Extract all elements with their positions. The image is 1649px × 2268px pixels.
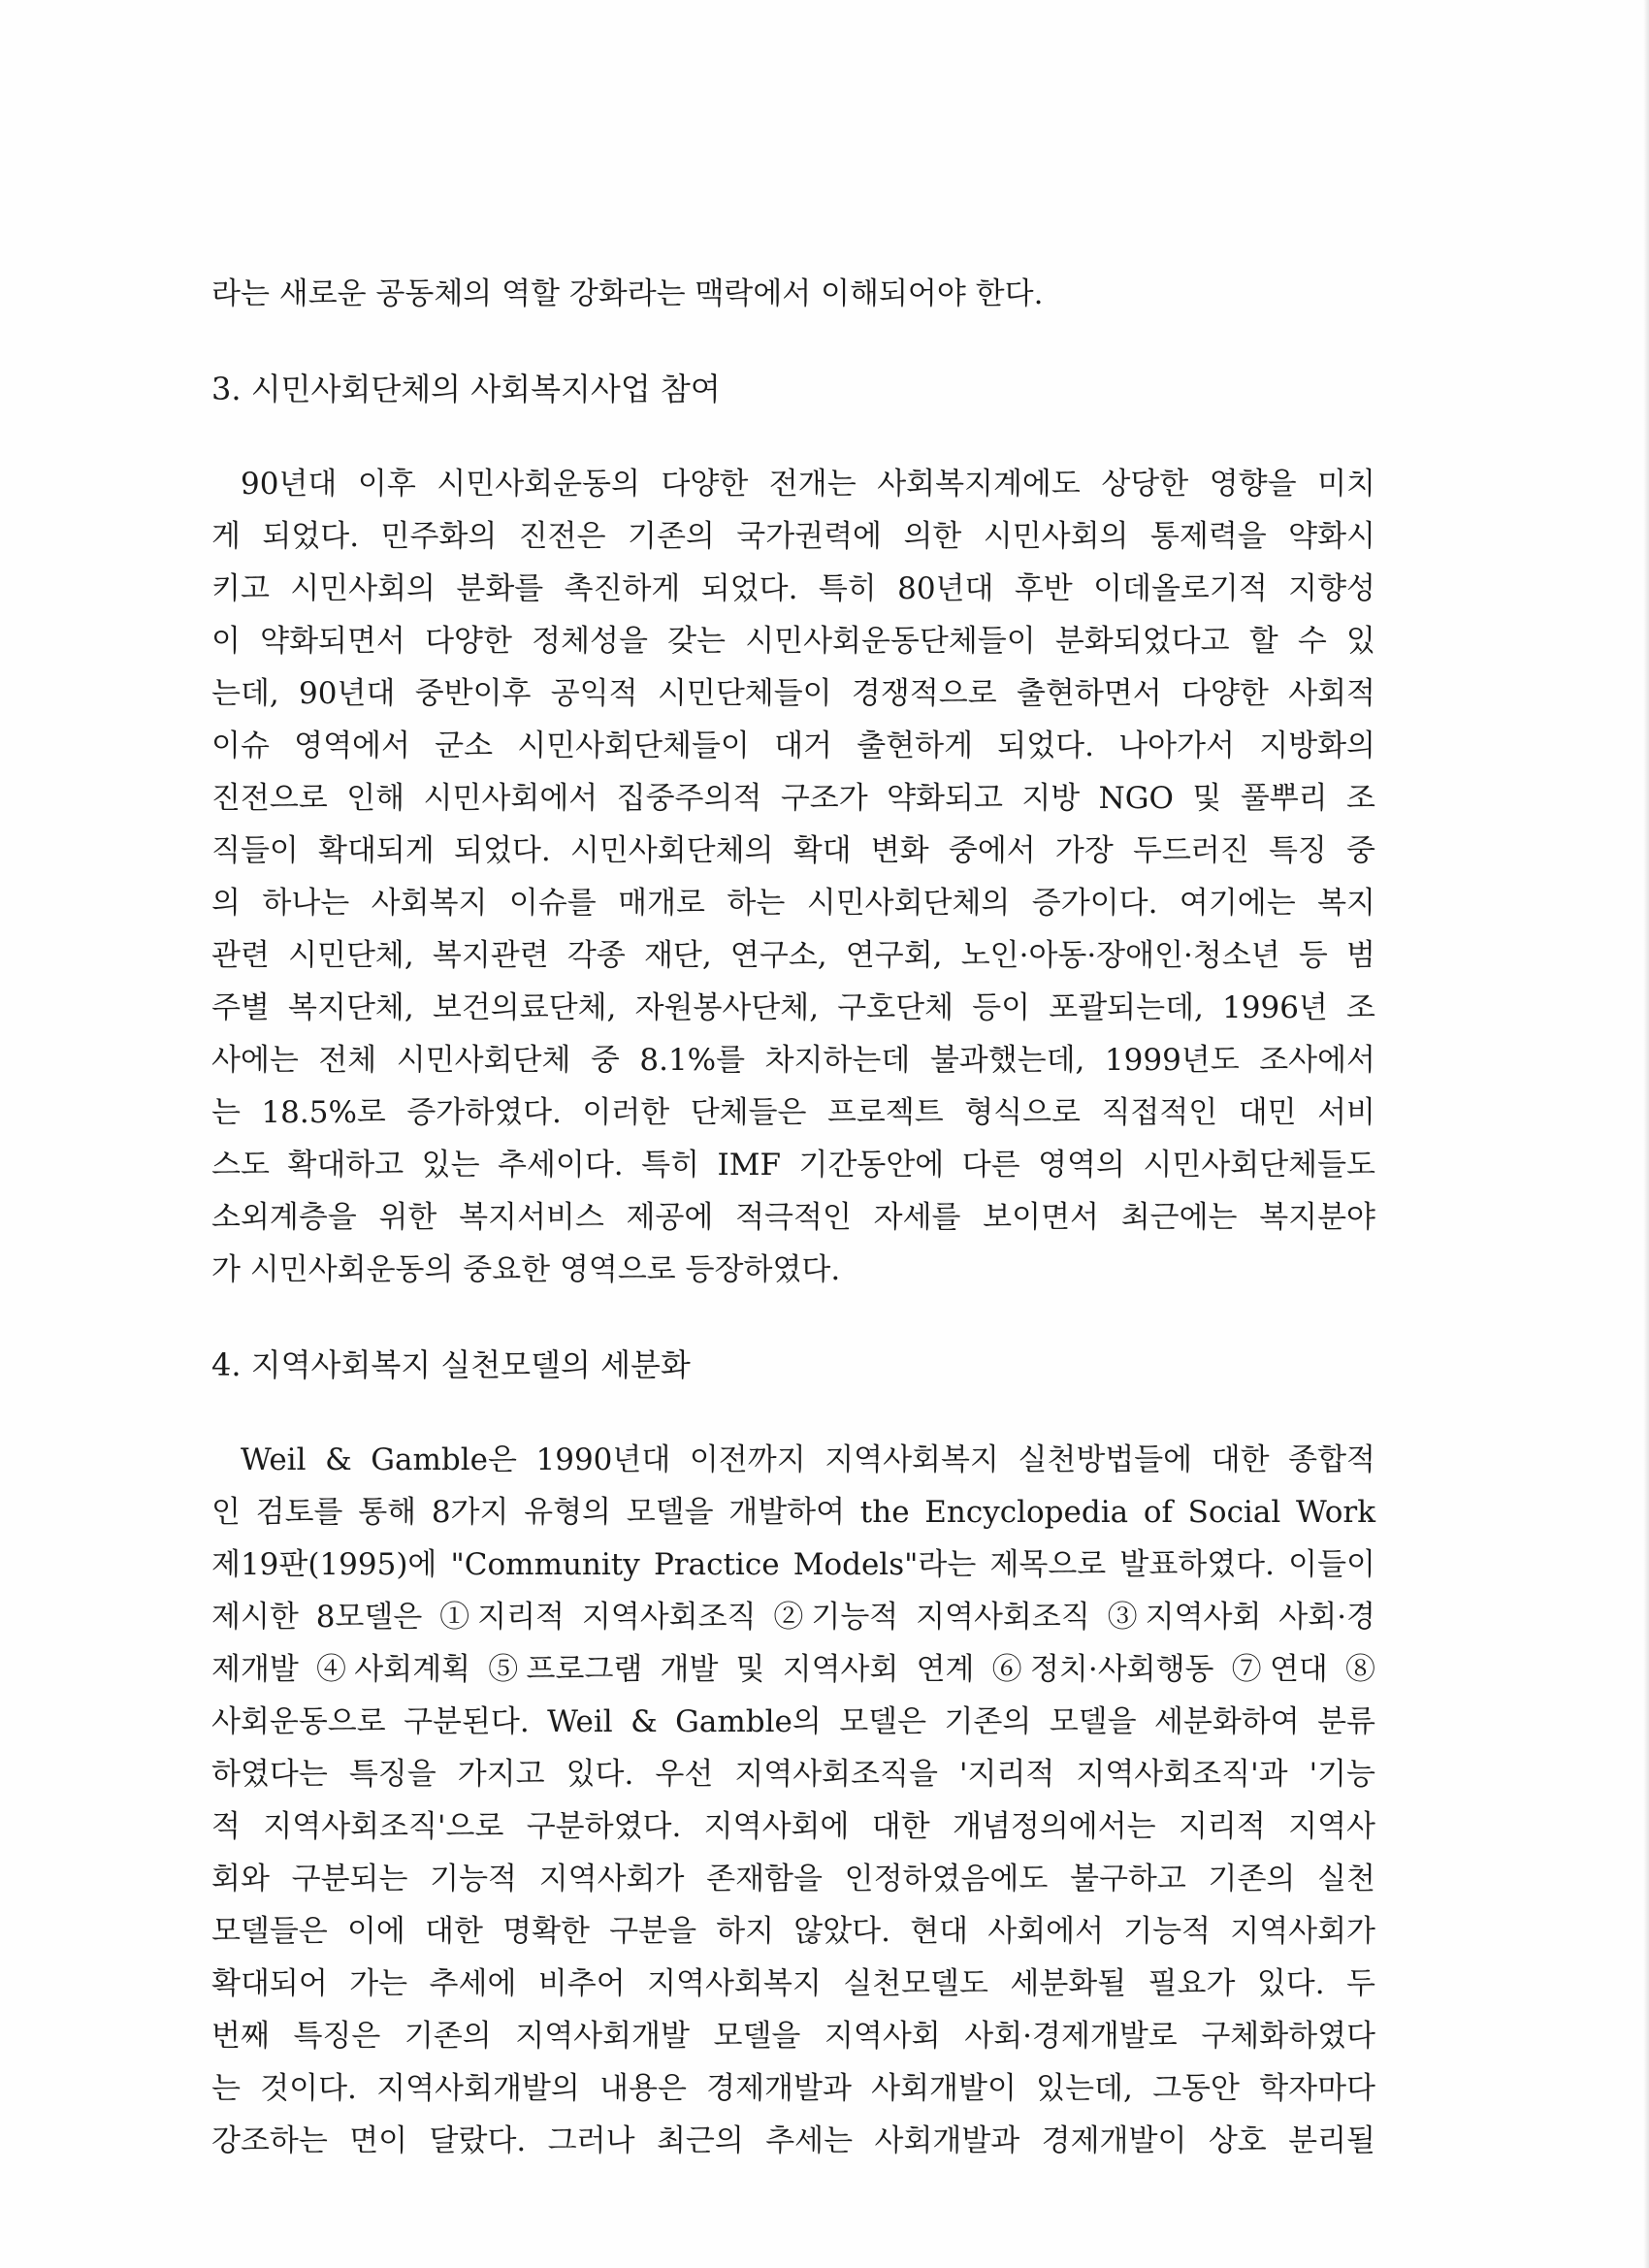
paragraph-line: 주별 복지단체, 보건의료단체, 자원봉사단체, 구호단체 등이 포괄되는데, 1996년 조 [211,990,1375,1025]
paragraph-line: 사에는 전체 시민사회단체 중 8.1%를 차지하는데 불과했는데, 1999년도 조사에서 [211,1043,1375,1078]
paragraph-line: 제19판(1995)에 "Community Practice Models"라는 제목으로 발표하였다. 이들이 [211,1547,1375,1582]
paragraph-line: 의 하나는 사회복지 이슈를 매개로 하는 시민사회단체의 증가이다. 여기에는 복지 [211,886,1375,921]
paragraph-line: 인 검토를 통해 8가지 유형의 모델을 개발하여 the Encyclopedia of Social Work [211,1495,1375,1530]
paragraph-line: 회와 구분되는 기능적 지역사회가 존재함을 인정하였음에도 불구하고 기존의 실천 [211,1862,1375,1896]
paragraph-line: 적 지역사회조직'으로 구분하였다. 지역사회에 대한 개념정의에서는 지리적 지역사 [211,1809,1375,1844]
paragraph-line: 강조하는 면이 달랐다. 그러나 최근의 추세는 사회개발과 경제개발이 상호 분리될 [211,2123,1375,2158]
paragraph-line: 소외계층을 위한 복지서비스 제공에 적극적인 자세를 보이면서 최근에는 복지분야 [211,1200,1375,1235]
paragraph-line: 제개발 ④사회계획 ⑤프로그램 개발 및 지역사회 연계 ⑥정치·사회행동 ⑦연대 ⑧ [211,1652,1375,1687]
section-3-paragraph [211,458,1375,1296]
paragraph-line: 제시한 8모델은 ①지리적 지역사회조직 ②기능적 지역사회조직 ③지역사회 사회·경 [211,1600,1375,1635]
section-4-paragraph [211,1434,1375,2167]
paragraph-line: 는 18.5%로 증가하였다. 이러한 단체들은 프로젝트 형식으로 직접적인 대민 서비 [211,1095,1375,1130]
paragraph-line: 사회운동으로 구분된다. Weil & Gamble의 모델은 기존의 모델을 세분화하여 분류 [211,1704,1375,1739]
paragraph-line: 스도 확대하고 있는 추세이다. 특히 IMF 기간동안에 다른 영역의 시민사회단체들도 [211,1148,1375,1183]
section-3-heading: 3. 시민사회단체의 사회복지사업 참여 [211,371,721,407]
paragraph-line: 확대되어 가는 추세에 비추어 지역사회복지 실천모델도 세분화될 필요가 있다. 두 [211,1966,1375,2001]
paragraph-line: 는 것이다. 지역사회개발의 내용은 경제개발과 사회개발이 있는데, 그동안 학자마다 [211,2071,1375,2106]
page-edge-shadow [1643,0,1649,2268]
paragraph-line: 는데, 90년대 중반이후 공익적 시민단체들이 경쟁적으로 출현하면서 다양한 사회적 [211,676,1375,711]
paragraph-line: 관련 시민단체, 복지관련 각종 재단, 연구소, 연구회, 노인·아동·장애인·청소년 등 범 [211,938,1375,973]
section-4-heading: 4. 지역사회복지 실천모델의 세분화 [211,1346,691,1383]
paragraph-line: 하였다는 특징을 가지고 있다. 우선 지역사회조직을 '지리적 지역사회조직'과 '기능 [211,1757,1375,1792]
document-body [211,268,1375,2167]
lead-line: 라는 새로운 공동체의 역할 강화라는 맥락에서 이해되어야 한다. [211,276,1044,311]
paragraph-line: 직들이 확대되게 되었다. 시민사회단체의 확대 변화 중에서 가장 두드러진 특징 중 [211,833,1375,868]
paragraph-line: 키고 시민사회의 분화를 촉진하게 되었다. 특히 80년대 후반 이데올로기적 지향성 [211,571,1375,606]
paragraph-line: 모델들은 이에 대한 명확한 구분을 하지 않았다. 현대 사회에서 기능적 지역사회가 [211,1914,1375,1949]
paragraph-line: 번째 특징은 기존의 지역사회개발 모델을 지역사회 사회·경제개발로 구체화하였다 [211,2019,1375,2054]
paragraph-line: 이슈 영역에서 군소 시민사회단체들이 대거 출현하게 되었다. 나아가서 지방화의 [211,729,1375,763]
paragraph-line: 진전으로 인해 시민사회에서 집중주의적 구조가 약화되고 지방 NGO 및 풀뿌리 조 [211,781,1375,816]
paragraph-line: Weil & Gamble은 1990년대 이전까지 지역사회복지 실천방법들에 대한 종합적 [241,1442,1375,1477]
paragraph-line: 이 약화되면서 다양한 정체성을 갖는 시민사회운동단체들이 분화되었다고 할 수 있 [211,624,1375,659]
paragraph-line: 게 되었다. 민주화의 진전은 기존의 국가권력에 의한 시민사회의 통제력을 약화시 [211,519,1375,554]
paragraph-line: 가 시민사회운동의 중요한 영역으로 등장하였다. [211,1252,841,1287]
paragraph-line: 90년대 이후 시민사회운동의 다양한 전개는 사회복지계에도 상당한 영향을 미치 [241,467,1375,502]
